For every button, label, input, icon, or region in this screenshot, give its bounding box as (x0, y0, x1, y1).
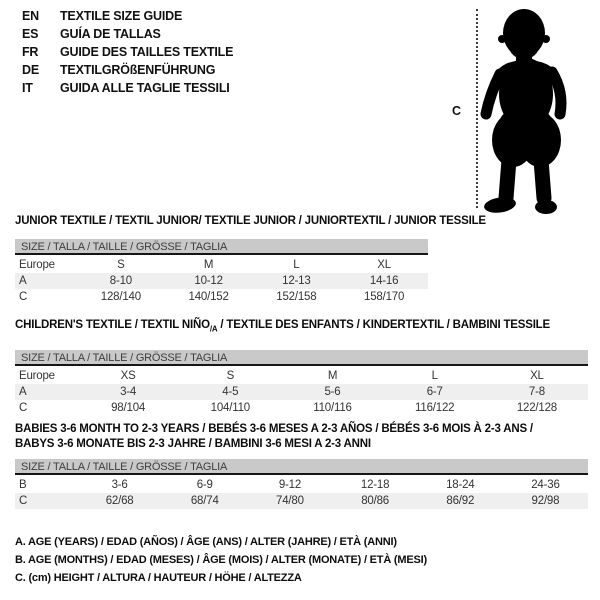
size-cell: M (203, 259, 214, 271)
row-label: B (19, 479, 27, 491)
table-row (15, 384, 588, 400)
height-cell: 116/122 (415, 402, 455, 414)
height-cell: 122/128 (516, 402, 557, 414)
age-cell: 7-8 (528, 386, 545, 398)
age-cell: 9-12 (278, 479, 302, 491)
row-label: C (19, 291, 28, 303)
language-title: TEXTILGRÖßENFÜHRUNG (60, 63, 216, 77)
height-cell: 86/92 (446, 495, 475, 507)
table-row (15, 477, 588, 493)
children-title-suffix: / TEXTILE DES ENFANTS / KINDERTEXTIL / BAMBINI TESSILE (217, 319, 550, 331)
language-title: TEXTILE SIZE GUIDE (60, 9, 183, 23)
children-table (15, 368, 588, 416)
age-cell: 3-4 (120, 386, 137, 398)
row-label: Europe (19, 370, 55, 382)
height-cell: 104/110 (210, 402, 250, 414)
junior-table (15, 257, 428, 305)
babies-size-header-bar: SIZE / TALLA / TAILLE / GRÖSSE / TAGLIA (15, 459, 588, 475)
note-a: A. AGE (YEARS) / EDAD (AÑOS) / ÂGE (ANS) / ALTER (JAHRE) / ETÀ (ANNI) (15, 536, 397, 548)
age-cell: 4-5 (222, 386, 239, 398)
row-label: C (19, 495, 28, 507)
language-code: FR (22, 45, 39, 59)
language-row-de (22, 61, 233, 79)
size-cell: S (226, 370, 235, 382)
row-label: A (19, 275, 27, 287)
language-row-en (22, 7, 233, 25)
babies-table (15, 477, 588, 509)
height-cell: 62/68 (105, 495, 134, 507)
size-cell: XS (120, 370, 136, 382)
note-b: B. AGE (MONTHS) / EDAD (MESES) / ÂGE (MOIS) / ALTER (MONATE) / ETÀ (MESI) (15, 554, 427, 566)
size-cell: XL (377, 259, 391, 271)
height-cell: 110/116 (313, 402, 352, 414)
height-cell: 92/98 (531, 495, 560, 507)
language-row-fr (22, 43, 233, 61)
note-c: C. (cm) HEIGHT / ALTURA / HAUTEUR / HÖHE / ALTEZZA (15, 572, 302, 584)
height-cell: 158/170 (364, 291, 405, 303)
language-code: IT (22, 81, 33, 95)
height-cell: 80/86 (361, 495, 389, 507)
table-row (15, 400, 588, 416)
age-cell: 14-16 (369, 275, 399, 287)
language-title-list (22, 7, 233, 97)
age-cell: 12-18 (360, 479, 390, 491)
height-cell: 98/104 (111, 402, 146, 414)
table-row (15, 493, 588, 509)
language-code: EN (22, 9, 39, 23)
baby-silhouette-figure (480, 2, 598, 218)
height-cell: 68/74 (190, 495, 219, 507)
row-label: Europe (19, 259, 55, 271)
age-cell: 3-6 (111, 479, 128, 491)
size-cell: XL (530, 370, 544, 382)
age-cell: 5-6 (324, 386, 341, 398)
height-cell: 140/152 (188, 291, 229, 303)
children-title-subscript: /A (209, 324, 218, 334)
size-cell: S (117, 259, 125, 271)
language-row-it (22, 79, 233, 97)
height-cell: 128/140 (100, 291, 141, 303)
table-row (15, 257, 428, 273)
babies-title-line2: BABYS 3-6 MONATE BIS 2-3 JAHRE / BAMBINI 3-6 MESI A 2-3 ANNI (15, 438, 371, 450)
babies-table-title (15, 422, 533, 452)
junior-table-title: JUNIOR TEXTILE / TEXTIL JUNIOR/ TEXTILE JUNIOR / JUNIORTEXTIL / JUNIOR TESSILE (15, 215, 486, 227)
size-cell: L (293, 259, 300, 271)
language-title: GUÍA DE TALLAS (60, 27, 161, 41)
age-cell: 10-12 (194, 275, 223, 287)
baby-silhouette-icon (480, 2, 598, 218)
language-title: GUIDA ALLE TAGLIE TESSILI (60, 81, 230, 95)
legend-notes (15, 533, 427, 587)
age-cell: 8-10 (109, 275, 132, 287)
table-row (15, 368, 588, 384)
age-cell: 12-13 (282, 275, 311, 287)
age-cell: 6-7 (426, 386, 443, 398)
children-title-prefix: CHILDREN'S TEXTILE / TEXTIL NIÑO (15, 319, 210, 331)
junior-size-header-bar: SIZE / TALLA / TAILLE / GRÖSSE / TAGLIA (15, 239, 428, 255)
children-table-title (15, 318, 550, 336)
size-cell: M (327, 370, 338, 382)
language-title: GUIDE DES TAILLES TEXTILE (60, 45, 234, 59)
height-measure-label: C (452, 104, 462, 118)
age-cell: 18-24 (446, 479, 475, 491)
language-row-es (22, 25, 233, 43)
age-cell: 6-9 (196, 479, 213, 491)
age-cell: 24-36 (531, 479, 560, 491)
row-label: C (19, 402, 28, 414)
height-cell: 74/80 (276, 495, 304, 507)
size-cell: L (431, 370, 438, 382)
table-row (15, 273, 428, 289)
language-code: DE (22, 63, 39, 77)
row-label: A (19, 386, 27, 398)
children-size-header-bar: SIZE / TALLA / TAILLE / GRÖSSE / TAGLIA (15, 350, 588, 366)
babies-title-line1: BABIES 3-6 MONTH TO 2-3 YEARS / BEBÉS 3-6 MESES A 2-3 AÑOS / BÉBÉS 3-6 MOIS À 2-3 ANS / (15, 423, 533, 435)
language-code: ES (22, 27, 39, 41)
height-measure-dotted-line (476, 9, 478, 208)
table-row (15, 289, 428, 305)
height-cell: 152/158 (276, 291, 317, 303)
